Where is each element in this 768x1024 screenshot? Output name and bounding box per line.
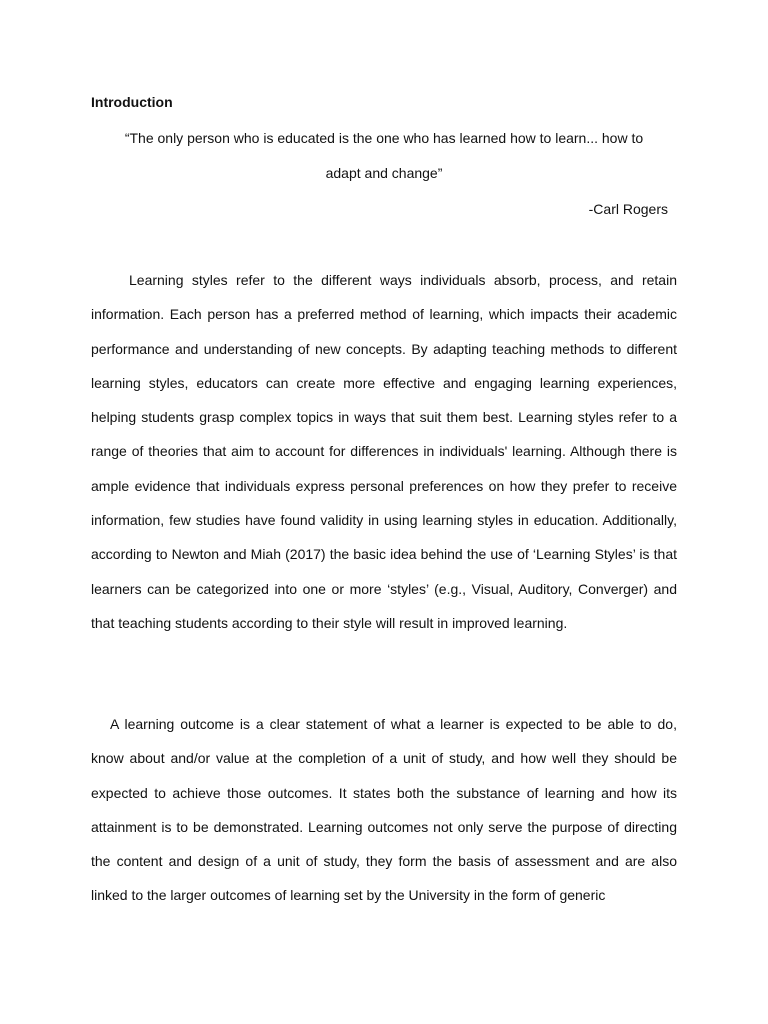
section-heading: Introduction xyxy=(91,94,173,110)
quote-attribution: -Carl Rogers xyxy=(588,201,668,217)
quote-line-2: adapt and change” xyxy=(325,165,443,181)
body-paragraph-2: A learning outcome is a clear statement of what a learner is expected to be able to do, know about and/or value at the completion of a unit of study, and how well they should be expected to achieve those outcomes. It states both the substance of learning and how its attainment is to be demonstrated. Learning outcomes not only serve the purpose of directing the content and design of a unit of study, they form the basis of assessment and are also linked to the larger outcomes of learning set by the University in the form of generic xyxy=(91,716,677,904)
body-paragraph-1: Learning styles refer to the different ways individuals absorb, process, and retain information. Each person has a preferred method of learning, which impacts their academic performance and understanding of new concepts. By adapting teaching methods to different learning styles, educators can create more effective and engaging learning experiences, helping students grasp complex topics in ways that suit them best. Learning styles refer to a range of theories that aim to account for differences in individuals' learning. Although there is ample evidence that individuals express personal preferences on how they prefer to receive information, few studies have found validity in using learning styles in education. Additionally, according to Newton and Miah (2017) the basic idea behind the use of ‘Learning Styles’ is that learners can be categorized into one or more ‘styles’ (e.g., Visual, Auditory, Converger) and that teaching students according to their style will result in improved learning. xyxy=(91,272,677,631)
quote-line-1: “The only person who is educated is the one who has learned how to learn... how to xyxy=(124,130,644,146)
